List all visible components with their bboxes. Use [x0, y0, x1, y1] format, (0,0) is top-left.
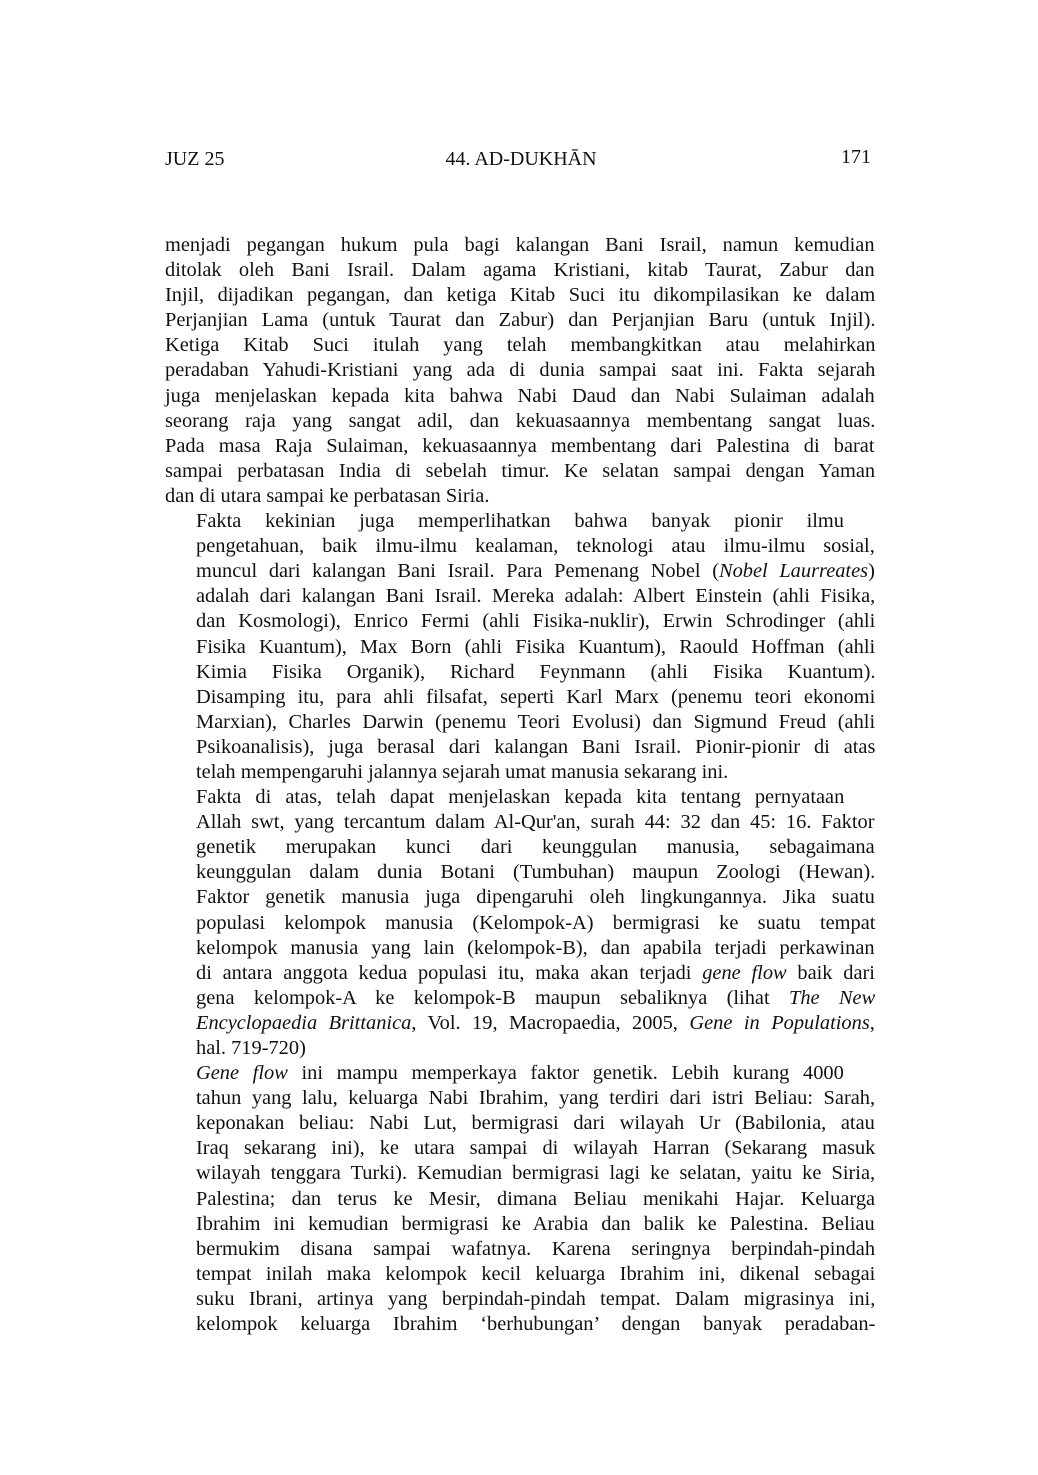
text-run: di antara anggota kedua populasi itu, maka akan terjadi: [196, 961, 703, 984]
page-number: 171: [841, 146, 871, 168]
text-line: peradaban Yahudi-Kristiani yang ada di dunia sampai saat ini. Fakta sejarah: [165, 359, 876, 382]
text-line: bermukim disana sampai wafatnya. Karena seringnya berpindah-pindah: [196, 1237, 876, 1260]
text-run: ): [868, 560, 875, 583]
text-line: populasi kelompok manusia (Kelompok-A) bermigrasi ke suatu tempat: [196, 911, 876, 934]
paragraph-3: [165, 785, 875, 1061]
text-line-mixed: [165, 961, 875, 986]
text-line: Psikoanalisis), juga berasal dari kalangan Bani Israil. Pionir-pionir di atas: [196, 735, 876, 758]
text-line: pengetahuan, baik ilmu-ilmu kealaman, teknologi atau ilmu-ilmu sosial,: [196, 535, 875, 558]
text-line-mixed: [165, 559, 875, 584]
text-line: Injil, dijadikan pegangan, dan ketiga Kitab Suci itu dikompilasikan ke dalam: [165, 284, 876, 307]
paragraph-2: [165, 509, 875, 785]
italic-term: Encyclopaedia Brittanica: [196, 1011, 412, 1034]
text-line-mixed: [165, 1061, 875, 1086]
italic-term: The New: [788, 986, 876, 1009]
text-line: Kimia Fisika Organik), Richard Feynmann (ahli Fisika Kuantum).: [196, 660, 876, 683]
paragraph-1: [165, 233, 875, 509]
text-line: telah mempengaruhi jalannya sejarah umat manusia sekarang ini.: [196, 760, 729, 783]
text-line: ditolak oleh Bani Israil. Dalam agama Kristiani, kitab Taurat, Zabur dan: [165, 259, 875, 282]
juz-label: JUZ 25: [165, 148, 225, 170]
text-line-mixed: [165, 986, 875, 1011]
text-run: baik dari: [786, 961, 875, 984]
text-line: Faktor genetik manusia juga dipengaruhi oleh lingkungannya. Jika suatu: [196, 886, 875, 909]
text-line-mixed: [165, 1011, 875, 1036]
text-line: dan di utara sampai ke perbatasan Siria.: [165, 484, 490, 507]
text-line: hal. 719-720): [196, 1037, 306, 1059]
text-line: Iraq sekarang ini), ke utara sampai di wilayah Harran (Sekarang masuk: [196, 1137, 876, 1160]
text-run: ini mampu memperkaya faktor genetik. Lebih kurang 4000: [287, 1062, 844, 1085]
text-line: Fisika Kuantum), Max Born (ahli Fisika Kuantum), Raould Hoffman (ahli: [196, 635, 876, 658]
text-line: Perjanjian Lama (untuk Taurat dan Zabur) dan Perjanjian Baru (untuk Injil).: [165, 309, 876, 332]
text-line: genetik merupakan kunci dari keunggulan manusia, sebagaimana: [196, 836, 875, 859]
text-line: kelompok keluarga Ibrahim ‘berhubungan’ dengan banyak peradaban-: [196, 1313, 876, 1336]
text-line: Palestina; dan terus ke Mesir, dimana Beliau menikahi Hajar. Keluarga: [196, 1187, 876, 1210]
text-line: menjadi pegangan hukum pula bagi kalangan Bani Israil, namun kemudian: [165, 234, 875, 256]
chapter-title: 44. AD-DUKHĀN: [445, 148, 597, 170]
paragraph-4: [165, 1061, 875, 1337]
text-line: keunggulan dalam dunia Botani (Tumbuhan) maupun Zoologi (Hewan).: [196, 861, 876, 884]
text-run: , Vol. 19, Macropaedia, 2005,: [411, 1011, 690, 1034]
text-line: keponakan beliau: Nabi Lut, bermigrasi dari wilayah Ur (Babilonia, atau: [196, 1112, 875, 1135]
text-line: Fakta kekinian juga memperlihatkan bahwa banyak pionir ilmu: [196, 510, 844, 533]
text-line: Allah swt, yang tercantum dalam Al-Qur'an, surah 44: 32 dan 45: 16. Faktor: [196, 811, 875, 834]
text-line: sampai perbatasan India di sebelah timur. Ke selatan sampai dengan Yaman: [165, 459, 876, 482]
text-line: juga menjelaskan kepada kita bahwa Nabi Daud dan Nabi Sulaiman adalah: [165, 384, 875, 407]
text-line: Ketiga Kitab Suci itulah yang telah membangkitkan atau melahirkan: [165, 334, 876, 357]
text-line: kelompok manusia yang lain (kelompok-B), dan apabila terjadi perkawinan: [196, 936, 875, 959]
text-run: ,: [869, 1011, 875, 1034]
italic-term: Gene in Populations: [689, 1011, 870, 1034]
italic-term: gene flow: [702, 961, 787, 984]
text-line: Fakta di atas, telah dapat menjelaskan kepada kita tentang pernyataan: [196, 786, 845, 809]
text-line: Disamping itu, para ahli filsafat, seperti Karl Marx (penemu teori ekonomi: [196, 685, 876, 708]
text-line: seorang raja yang sangat adil, dan kekuasaannya membentang sangat luas.: [165, 409, 876, 432]
text-line: adalah dari kalangan Bani Israil. Mereka adalah: Albert Einstein (ahli Fisika,: [196, 585, 876, 608]
running-header: [165, 146, 877, 172]
text-run: muncul dari kalangan Bani Israil. Para Pemenang Nobel (: [196, 560, 719, 583]
text-line: tempat inilah maka kelompok kecil keluarga Ibrahim ini, dikenal sebagai: [196, 1262, 876, 1285]
text-line: Marxian), Charles Darwin (penemu Teori Evolusi) dan Sigmund Freud (ahli: [196, 710, 876, 733]
text-line: Ibrahim ini kemudian bermigrasi ke Arabia dan balik ke Palestina. Beliau: [196, 1212, 875, 1235]
text-run: gena kelompok-A ke kelompok-B maupun sebaliknya (lihat: [196, 986, 789, 1009]
text-line: Pada masa Raja Sulaiman, kekuasaannya membentang dari Palestina di barat: [165, 434, 875, 457]
text-line: wilayah tenggara Turki). Kemudian bermigrasi lagi ke selatan, yaitu ke Siria,: [196, 1162, 876, 1185]
body-text: [165, 233, 875, 1337]
text-line: tahun yang lalu, keluarga Nabi Ibrahim, yang terdiri dari istri Beliau: Sarah,: [196, 1087, 876, 1110]
italic-term: Gene flow: [196, 1062, 288, 1085]
text-line: suku Ibrani, artinya yang berpindah-pindah tempat. Dalam migrasinya ini,: [196, 1287, 876, 1310]
text-line: dan Kosmologi), Enrico Fermi (ahli Fisika-nuklir), Erwin Schrodinger (ahli: [196, 610, 876, 633]
italic-term: Nobel Laurreates: [718, 560, 869, 583]
